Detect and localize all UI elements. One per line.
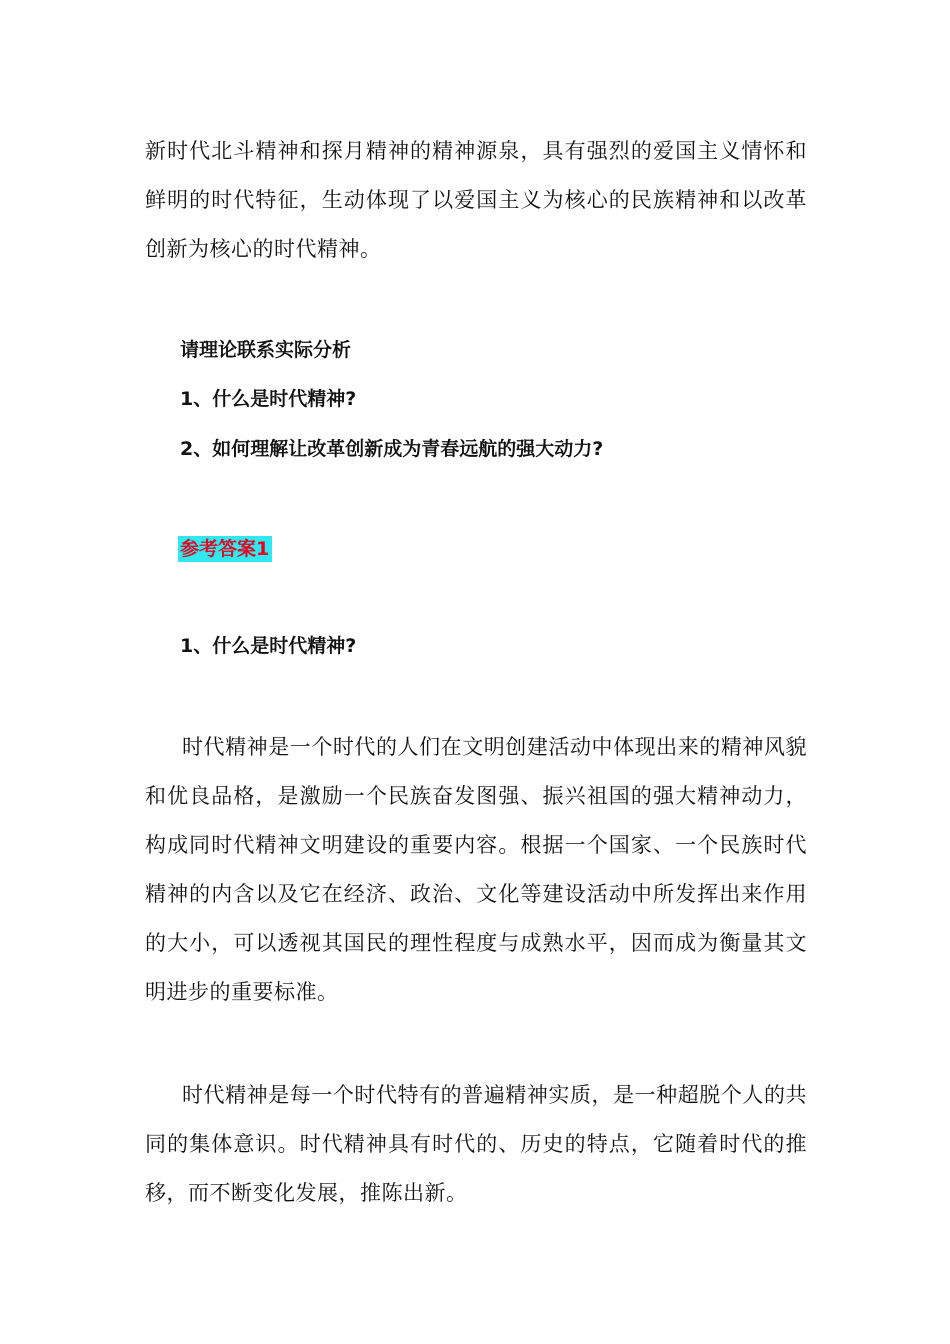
intro-paragraph: 新时代北斗精神和探月精神的精神源泉，具有强烈的爱国主义情怀和鲜明的时代特征，生动体现了以爱国主义为核心的民族精神和以改革创新为核心的时代精神。	[145, 139, 807, 261]
question-1: 1、什么是时代精神?	[180, 388, 357, 410]
answer-paragraph-2: 时代精神是每一个时代特有的普遍精神实质，是一种超脱个人的共同的集体意识。时代精神具有时代的、历史的特点，它随着时代的推移，而不断变化发展，推陈出新。	[145, 1083, 807, 1205]
answer-paragraph-1: 时代精神是一个时代的人们在文明创建活动中体现出来的精神风貌和优良品格，是激励一个民族奋发图强、振兴祖国的强大精神动力，构成同时代精神文明建设的重要内容。根据一个国家、一个民族时代精神的内含以及它在经济、政治、文化等建设活动中所发挥出来作用的大小，可以透视其国民的理性程度与成熟水平，因而成为衡量其文明进步的重要标准。	[145, 735, 807, 1004]
question-2: 2、如何理解让改革创新成为青春远航的强大动力?	[180, 438, 604, 460]
prompt-heading: 请理论联系实际分析	[180, 339, 352, 361]
answer-question-heading: 1、什么是时代精神?	[180, 635, 357, 657]
answer-label: 参考答案1	[178, 536, 272, 562]
